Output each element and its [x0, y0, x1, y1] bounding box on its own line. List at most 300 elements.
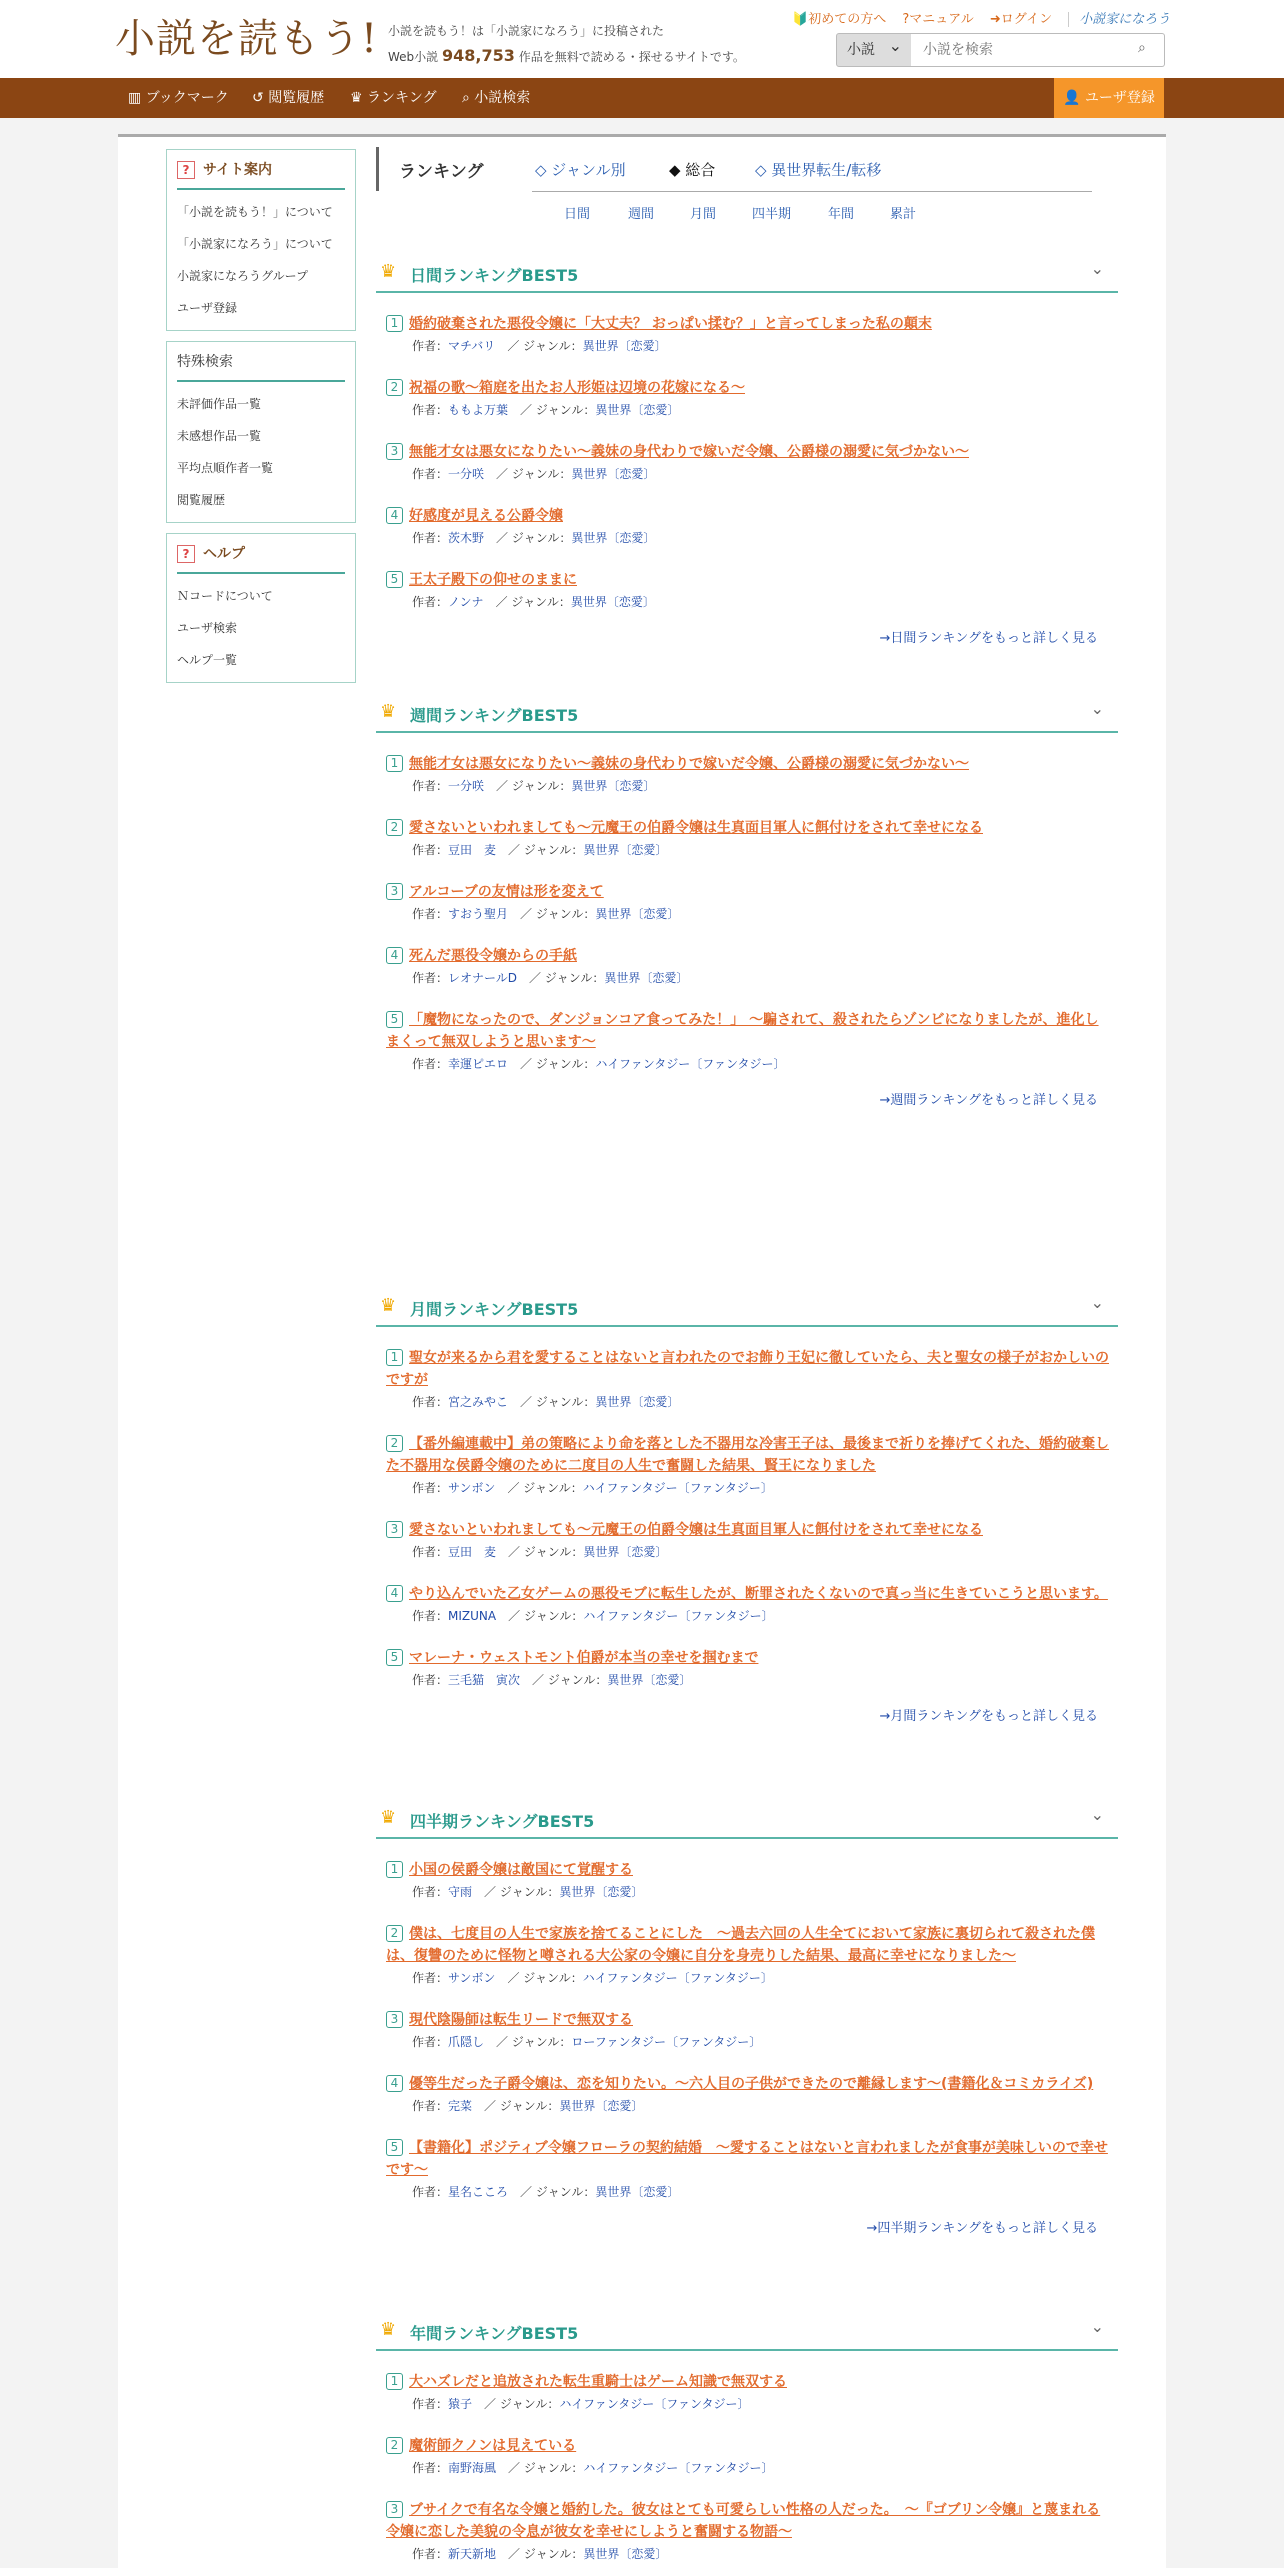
genre-link[interactable]: ハイファンタジー〔ファンタジー〕: [583, 1609, 774, 1623]
rank-number: 2: [386, 2437, 403, 2454]
sidebar-item-avg-score[interactable]: 平均点順作者一覧: [177, 461, 274, 475]
beginner-link[interactable]: 🔰初めての方へ: [792, 12, 887, 27]
nav-bookmark[interactable]: [128, 78, 229, 118]
novel-title-link[interactable]: [386, 2009, 1110, 2031]
author-label: 作者：: [412, 1609, 449, 1623]
period-daily[interactable]: 日間: [564, 207, 591, 222]
genre-label: ／ ジャンル：: [484, 2397, 560, 2411]
novel-title: 王太子殿下の仰せのままに: [409, 572, 577, 588]
author-label: 作者：: [412, 1971, 449, 1985]
novel-meta: [412, 1391, 1110, 1413]
sidebar-item-user-search[interactable]: ユーザ検索: [177, 621, 238, 635]
genre-link[interactable]: 異世界〔恋愛〕: [559, 2099, 644, 2113]
sidebar-item-help-list[interactable]: ヘルプ一覧: [177, 653, 238, 667]
tab-isekai[interactable]: ◇ 異世界転生/転移: [755, 161, 882, 179]
genre-label: ／ ジャンル：: [508, 1609, 584, 1623]
author-label: 作者：: [412, 2547, 449, 2561]
author-link[interactable]: 一分咲: [448, 779, 485, 793]
section-header[interactable]: [376, 2311, 1118, 2351]
novel-meta: [412, 335, 1110, 357]
period-monthly[interactable]: 月間: [690, 207, 717, 222]
chevron-down-icon[interactable]: ⌄: [1090, 259, 1104, 278]
site-guide-heading: ? サイト案内: [177, 150, 345, 190]
rank-number: 5: [386, 1011, 403, 1028]
genre-link[interactable]: ハイファンタジー〔ファンタジー〕: [582, 1481, 773, 1495]
novel-meta: [412, 1669, 1110, 1691]
ranking-item: [386, 1009, 1110, 1075]
help-heading: ? ヘルプ: [177, 534, 345, 574]
genre-link[interactable]: 異世界〔恋愛〕: [571, 531, 656, 545]
sidebar-item-history[interactable]: 閲覧履歴: [177, 493, 226, 507]
more-ranking-link[interactable]: →週間ランキングをもっと詳しく見る: [879, 1093, 1098, 1108]
author-link[interactable]: 幸運ピエロ: [448, 1057, 509, 1071]
tab-divider: [532, 191, 1092, 192]
novel-title: 無能才女は悪女になりたい～義妹の身代わりで嫁いだ令嬢、公爵様の溺愛に気づかない～: [409, 756, 969, 772]
author-link[interactable]: 星名こころ: [448, 2185, 509, 2199]
novel-title-link[interactable]: [386, 441, 1110, 463]
author-link[interactable]: 爪隠し: [448, 2035, 485, 2049]
nav-label: ランキング: [367, 90, 437, 106]
novel-title-link[interactable]: [386, 1859, 1110, 1881]
novel-title: ブサイクで有名な令嬢と婚約した。彼女はとても可愛らしい性格の人だった。 ～『ゴブリン令嬢』と蔑まれる令嬢に恋した美貌の令息が彼女を幸せにしようと奮闘する物語～: [386, 2502, 1101, 2540]
rank-number: 1: [386, 1861, 403, 1878]
genre-link[interactable]: 異世界〔恋愛〕: [583, 2547, 668, 2561]
genre-label: ／ ジャンル：: [520, 907, 596, 921]
novel-title-link[interactable]: [386, 2435, 1110, 2457]
author-label: 作者：: [412, 1545, 449, 1559]
novel-title: 「魔物になったので、ダンジョンコア食ってみた！」 ～騙されて、殺されたらゾンビになりましたが、進化しまくって無双しようと思います～: [386, 1012, 1099, 1050]
novel-title-link[interactable]: [386, 1923, 1110, 1967]
genre-label: ／ ジャンル：: [520, 1395, 596, 1409]
rank-number: 1: [386, 755, 403, 772]
genre-link[interactable]: 異世界〔恋愛〕: [604, 971, 689, 985]
ranking-item: [386, 441, 1110, 485]
rank-number: 2: [386, 1925, 403, 1942]
rank-number: 1: [386, 1349, 403, 1366]
site-logo[interactable]: 小説を読もう!: [115, 16, 379, 62]
author-label: 作者：: [412, 843, 449, 857]
search-icon[interactable]: ⌕: [1138, 40, 1146, 56]
novel-meta: [412, 399, 1110, 421]
author-link[interactable]: 豆田 麦: [448, 843, 497, 857]
ranking-item: [386, 569, 1110, 613]
site-header: [0, 0, 1284, 78]
novel-count: 948,753: [442, 46, 515, 65]
section-header[interactable]: [376, 1287, 1118, 1327]
more-ranking-link[interactable]: →日間ランキングをもっと詳しく見る: [879, 631, 1098, 646]
nav-label: ブックマーク: [145, 90, 229, 106]
section-header[interactable]: [376, 693, 1118, 733]
rank-number: 1: [386, 2373, 403, 2390]
rank-number: 5: [386, 1649, 403, 1666]
novel-meta: [412, 839, 1110, 861]
rank-number: 5: [386, 571, 403, 588]
more-ranking-link[interactable]: →四半期ランキングをもっと詳しく見る: [866, 2221, 1098, 2236]
ranking-item: [386, 2435, 1110, 2479]
rank-number: 4: [386, 2075, 403, 2092]
ranking-item: [386, 2073, 1110, 2117]
ranking-item: [386, 2371, 1110, 2415]
genre-link[interactable]: 異世界〔恋愛〕: [607, 1673, 692, 1687]
sidebar-item-about-narou[interactable]: 「小説家になろう」について: [177, 237, 333, 251]
genre-label: ／ ジャンル：: [507, 339, 583, 353]
novel-title: やり込んでいた乙女ゲームの悪役モブに転生したが、断罪されたくないので真っ当に生きていこうと思います。: [409, 1586, 1108, 1602]
desc-prefix: Web小説: [388, 50, 439, 64]
site-guide-box: [166, 149, 356, 331]
rank-number: 2: [386, 1435, 403, 1452]
author-label: 作者：: [412, 1395, 449, 1409]
novel-meta: [412, 1541, 1110, 1563]
section-title: 年間ランキングBEST5: [410, 2324, 579, 2343]
genre-label: ／ ジャンル：: [484, 1885, 560, 1899]
novel-meta: [412, 775, 1110, 797]
ranking-item: [386, 2137, 1110, 2203]
rank-number: 5: [386, 2139, 403, 2156]
novel-title-link[interactable]: [386, 569, 1110, 591]
chevron-down-icon[interactable]: ⌄: [1090, 699, 1104, 718]
rank-number: 2: [386, 379, 403, 396]
author-label: 作者：: [412, 595, 449, 609]
novel-title: 現代陰陽師は転生リードで無双する: [409, 2012, 633, 2028]
sidebar: [166, 149, 356, 693]
author-link[interactable]: 新天新地: [448, 2547, 497, 2561]
genre-label: ／ ジャンル：: [520, 2185, 596, 2199]
register-label: ユーザ登録: [1084, 90, 1155, 106]
login-link[interactable]: ➜ログイン: [989, 12, 1053, 27]
ranking-item: [386, 1519, 1110, 1563]
genre-link[interactable]: 異世界〔恋愛〕: [582, 339, 667, 353]
novel-title-link[interactable]: [386, 881, 1110, 903]
period-weekly[interactable]: 週間: [628, 207, 655, 222]
novel-title-link[interactable]: [386, 1433, 1110, 1477]
question-icon: ?: [177, 161, 195, 179]
genre-link[interactable]: 異世界〔恋愛〕: [595, 403, 680, 417]
novel-meta: [412, 2181, 1110, 2203]
nav-search[interactable]: [462, 78, 530, 118]
novel-title: 大ハズレだと追放された転生重騎士はゲーム知識で無双する: [409, 2374, 787, 2390]
special-search-heading: 特殊検索: [177, 342, 345, 382]
author-label: 作者：: [412, 971, 449, 985]
novel-meta: [412, 967, 1110, 989]
author-label: 作者：: [412, 339, 449, 353]
novel-title-link[interactable]: [386, 1519, 1110, 1541]
novel-meta: [412, 1053, 1110, 1075]
ranking-section: [376, 1799, 1118, 2236]
novel-meta: [412, 463, 1110, 485]
novel-title: 聖女が来るから君を愛することはないと言われたのでお飾り王妃に徹していたら、夫と聖女の様子がおかしいのですが: [386, 1350, 1109, 1388]
rank-number: 3: [386, 883, 403, 900]
author-link[interactable]: MIZUNA: [448, 1609, 497, 1623]
ranking-item: [386, 881, 1110, 925]
more-ranking-link[interactable]: →月間ランキングをもっと詳しく見る: [879, 1709, 1098, 1724]
sidebar-item-unrated[interactable]: 未評価作品一覧: [177, 397, 262, 411]
author-label: 作者：: [412, 1673, 449, 1687]
genre-label: ／ ジャンル：: [508, 1545, 584, 1559]
novel-title: 好感度が見える公爵令嬢: [409, 508, 563, 524]
ranking-item: [386, 1647, 1110, 1691]
sidebar-item-about-yomou[interactable]: 「小説を読もう！」について: [177, 205, 333, 219]
ranking-section: [376, 1287, 1118, 1724]
crown-icon: ♛: [380, 1807, 397, 1828]
sidebar-item-ncode[interactable]: Ｎコードについて: [177, 589, 273, 603]
genre-link[interactable]: ハイファンタジー〔ファンタジー〕: [583, 2461, 774, 2475]
author-link[interactable]: 三毛猫 寅次: [448, 1673, 521, 1687]
novel-meta: [412, 903, 1110, 925]
rank-number: 3: [386, 2501, 403, 2518]
genre-label: ／ ジャンル：: [508, 2547, 584, 2561]
top-links: [780, 8, 1171, 27]
genre-label: ／ ジャンル：: [508, 2461, 584, 2475]
ranking-section: [376, 253, 1118, 646]
novel-meta: [412, 2543, 1110, 2565]
ranking-item: [386, 1859, 1110, 1903]
genre-link[interactable]: 異世界〔恋愛〕: [583, 843, 668, 857]
novel-title-link[interactable]: [386, 505, 1110, 527]
section-title: 四半期ランキングBEST5: [410, 1812, 595, 1831]
rank-number: 2: [386, 819, 403, 836]
section-title: 日間ランキングBEST5: [410, 266, 579, 285]
novel-title: 婚約破棄された悪役令嬢に「大丈夫？ おっぱい揉む？」と言ってしまった私の顛末: [409, 316, 932, 332]
ranking-item: [386, 1347, 1110, 1413]
author-link[interactable]: ノンナ: [448, 595, 484, 609]
novel-title-link[interactable]: [386, 1647, 1110, 1669]
novel-title: 魔術師クノンは見えている: [409, 2438, 577, 2454]
rank-number: 4: [386, 947, 403, 964]
site-description: 小説を読もう！は「小説家になろう」に投稿された: [388, 24, 665, 38]
novel-meta: [412, 591, 1110, 613]
crown-icon: ♛: [380, 1295, 397, 1316]
genre-label: ／ ジャンル：: [507, 1971, 583, 1985]
section-title: 月間ランキングBEST5: [410, 1300, 579, 1319]
genre-link[interactable]: 異世界〔恋愛〕: [571, 779, 656, 793]
genre-link[interactable]: 異世界〔恋愛〕: [571, 467, 656, 481]
genre-label: ／ ジャンル：: [496, 2035, 572, 2049]
ranking-item: [386, 817, 1110, 861]
content-wrapper: [118, 134, 1166, 2568]
novel-title-link[interactable]: [386, 1009, 1110, 1053]
genre-label: ／ ジャンル：: [508, 843, 584, 857]
genre-label: ／ ジャンル：: [532, 1673, 608, 1687]
novel-meta: [412, 1477, 1110, 1499]
narou-logo[interactable]: 小説家になろう: [1068, 12, 1170, 27]
bookmark-icon: ▥: [128, 90, 142, 106]
author-label: 作者：: [412, 1885, 449, 1899]
chevron-down-icon[interactable]: ⌄: [1090, 1805, 1104, 1824]
genre-link[interactable]: 異世界〔恋愛〕: [595, 907, 680, 921]
ranking-section: [376, 693, 1118, 1108]
genre-link[interactable]: 異世界〔恋愛〕: [570, 595, 655, 609]
ranking-section: [376, 2311, 1118, 2565]
genre-label: ／ ジャンル：: [520, 403, 596, 417]
ranking-item: [386, 313, 1110, 357]
main-content: [376, 147, 1118, 2561]
novel-title: 小国の侯爵令嬢は敵国にて覚醒する: [409, 1862, 633, 1878]
ranking-tabs: [376, 147, 1118, 191]
site-count-description: [388, 46, 745, 65]
tab-overall[interactable]: ◆ 総合: [669, 161, 716, 179]
author-label: 作者：: [412, 403, 449, 417]
rank-number: 1: [386, 315, 403, 332]
novel-meta: [412, 1881, 1110, 1903]
novel-title: 愛さないといわれましても～元魔王の伯爵令嬢は生真面目軍人に餌付けをされて幸せになる: [409, 1522, 983, 1538]
novel-title-link[interactable]: [386, 377, 1110, 399]
genre-link[interactable]: ローファンタジー〔ファンタジー〕: [571, 2035, 762, 2049]
genre-label: ／ ジャンル：: [529, 971, 605, 985]
chevron-down-icon[interactable]: ⌄: [1090, 2317, 1104, 2336]
sidebar-item-group[interactable]: 小説家になろうグループ: [177, 269, 309, 283]
novel-meta: [412, 1605, 1110, 1627]
question-icon: ?: [177, 545, 195, 563]
ranking-item: [386, 753, 1110, 797]
ranking-item: [386, 1923, 1110, 1989]
novel-title-link[interactable]: [386, 2371, 1110, 2393]
tab-genre[interactable]: ◇ ジャンル別: [535, 161, 626, 179]
period-yearly[interactable]: 年間: [828, 207, 855, 222]
author-label: 作者：: [412, 2461, 449, 2475]
novel-title-link[interactable]: [386, 1583, 1110, 1605]
rank-number: 4: [386, 507, 403, 524]
author-link[interactable]: 宮之みやこ: [448, 1395, 509, 1409]
section-header[interactable]: [376, 1799, 1118, 1839]
novel-title: 【番外編連載中】弟の策略により命を落とした不器用な冷害王子は、最後まで祈りを捧げてくれた、婚約破棄した不器用な侯爵令嬢のために二度目の人生で奮闘した結果、賢王になりました: [386, 1436, 1109, 1474]
author-link[interactable]: 完菜: [448, 2099, 473, 2113]
rank-number: 3: [386, 1521, 403, 1538]
author-link[interactable]: 猿子: [448, 2397, 473, 2411]
novel-title-link[interactable]: [386, 945, 1110, 967]
novel-title: 死んだ悪役令嬢からの手紙: [409, 948, 577, 964]
novel-title: マレーナ・ウェストモント伯爵が本当の幸せを掴むまで: [409, 1650, 759, 1666]
nav-label: 小説検索: [474, 90, 531, 106]
author-label: 作者：: [412, 1481, 449, 1495]
period-total[interactable]: 累計: [890, 207, 917, 222]
desc-suffix: 作品を無料で読める・探せるサイトです。: [518, 50, 745, 64]
novel-title-link[interactable]: [386, 2499, 1110, 2543]
novel-meta: [412, 527, 1110, 549]
genre-label: ／ ジャンル：: [484, 2099, 560, 2113]
novel-meta: [412, 2095, 1110, 2117]
register-button[interactable]: [1054, 78, 1164, 118]
rank-number: 3: [386, 443, 403, 460]
nav-ranking[interactable]: [350, 78, 437, 118]
author-link[interactable]: レオナールD: [448, 971, 518, 985]
novel-title: 優等生だった子爵令嬢は、恋を知りたい。～六人目の子供ができたので離縁します～(書籍化＆コミカライズ): [409, 2076, 1094, 2092]
novel-title-link[interactable]: [386, 2137, 1110, 2181]
novel-title: 【書籍化】ポジティブ令嬢フローラの契約結婚 ～愛することはないと言われましたが食事が美味しいので幸せです～: [386, 2140, 1108, 2178]
period-quarterly[interactable]: 四半期: [752, 207, 792, 222]
author-link[interactable]: 豆田 麦: [448, 1545, 497, 1559]
novel-title: アルコーブの友情は形を変えて: [409, 884, 604, 900]
genre-link[interactable]: ハイファンタジー〔ファンタジー〕: [559, 2397, 750, 2411]
author-label: 作者：: [412, 2099, 449, 2113]
author-link[interactable]: 守雨: [448, 1885, 473, 1899]
novel-title-link[interactable]: [386, 313, 1110, 335]
genre-link[interactable]: 異世界〔恋愛〕: [559, 1885, 644, 1899]
author-link[interactable]: 南野海風: [448, 2461, 497, 2475]
novel-title: 祝福の歌～箱庭を出たお人形姫は辺境の花嫁になる～: [409, 380, 745, 396]
sidebar-item-no-review[interactable]: 未感想作品一覧: [177, 429, 262, 443]
author-link[interactable]: サンボン: [448, 1971, 496, 1985]
ranking-item: [386, 377, 1110, 421]
main-nav: [0, 78, 1284, 118]
rank-number: 4: [386, 1585, 403, 1602]
genre-label: ／ ジャンル：: [496, 531, 572, 545]
genre-label: ／ ジャンル：: [496, 467, 572, 481]
crown-icon: ♛: [380, 2319, 397, 2340]
crown-icon: ♛: [350, 90, 363, 106]
user-icon: 👤: [1063, 90, 1081, 106]
author-link[interactable]: 一分咲: [448, 467, 485, 481]
novel-title-link[interactable]: [386, 2073, 1110, 2095]
novel-meta: [412, 2031, 1110, 2053]
nav-history[interactable]: [252, 78, 324, 118]
genre-label: ／ ジャンル：: [520, 1057, 596, 1071]
author-label: 作者：: [412, 2397, 449, 2411]
novel-meta: [412, 1967, 1110, 1989]
author-label: 作者：: [412, 2185, 449, 2199]
ranking-item: [386, 1583, 1110, 1627]
genre-link[interactable]: ハイファンタジー〔ファンタジー〕: [595, 1057, 786, 1071]
author-label: 作者：: [412, 907, 449, 921]
author-label: 作者：: [412, 467, 449, 481]
novel-title: 無能才女は悪女になりたい～義妹の身代わりで嫁いだ令嬢、公爵様の溺愛に気づかない～: [409, 444, 969, 460]
novel-title-link[interactable]: [386, 1347, 1110, 1391]
nav-label: 閲覧履歴: [268, 90, 325, 106]
manual-link[interactable]: ?マニュアル: [902, 12, 974, 27]
section-title: 週間ランキングBEST5: [410, 706, 579, 725]
chevron-down-icon[interactable]: ⌄: [1090, 1293, 1104, 1312]
history-icon: ↺: [252, 90, 264, 106]
author-link[interactable]: ももよ万葉: [448, 403, 509, 417]
section-header[interactable]: [376, 253, 1118, 293]
author-link[interactable]: 茨木野: [448, 531, 485, 545]
novel-title: 僕は、七度目の人生で家族を捨てることにした ～過去六回の人生全てにおいて家族に裏切られて殺された僕は、復讐のために怪物と噂される大公家の令嬢に自分を身売りした結果、最高に幸せになりました～: [386, 1926, 1095, 1964]
help-box: [166, 533, 356, 683]
ranking-label: ランキング: [399, 162, 484, 182]
genre-label: ／ ジャンル：: [496, 779, 572, 793]
genre-link[interactable]: ハイファンタジー〔ファンタジー〕: [582, 1971, 773, 1985]
ranking-item: [386, 2009, 1110, 2053]
search-input[interactable]: [911, 33, 1165, 67]
novel-meta: [412, 2457, 1110, 2479]
novel-title-link[interactable]: [386, 753, 1110, 775]
ranking-item: [386, 1433, 1110, 1499]
genre-label: ／ ジャンル：: [507, 1481, 583, 1495]
ranking-item: [386, 505, 1110, 549]
genre-link[interactable]: 異世界〔恋愛〕: [595, 1395, 680, 1409]
author-label: 作者：: [412, 779, 449, 793]
ranking-item: [386, 2499, 1110, 2565]
search-category-select[interactable]: 小説 ⌄: [836, 33, 912, 67]
ranking-item: [386, 945, 1110, 989]
genre-link[interactable]: 異世界〔恋愛〕: [595, 2185, 680, 2199]
author-label: 作者：: [412, 531, 449, 545]
author-link[interactable]: すおう聖月: [448, 907, 509, 921]
rank-number: 3: [386, 2011, 403, 2028]
search-icon: ⌕: [462, 90, 470, 106]
genre-link[interactable]: 異世界〔恋愛〕: [583, 1545, 668, 1559]
author-link[interactable]: マチバリ: [448, 339, 496, 353]
novel-title: 愛さないといわれましても～元魔王の伯爵令嬢は生真面目軍人に餌付けをされて幸せになる: [409, 820, 983, 836]
author-label: 作者：: [412, 1057, 449, 1071]
author-label: 作者：: [412, 2035, 449, 2049]
novel-title-link[interactable]: [386, 817, 1110, 839]
genre-label: ／ ジャンル：: [495, 595, 571, 609]
sidebar-item-register[interactable]: ユーザ登録: [177, 301, 238, 315]
author-link[interactable]: サンボン: [448, 1481, 496, 1495]
novel-meta: [412, 2393, 1110, 2415]
crown-icon: ♛: [380, 261, 397, 282]
crown-icon: ♛: [380, 701, 397, 722]
